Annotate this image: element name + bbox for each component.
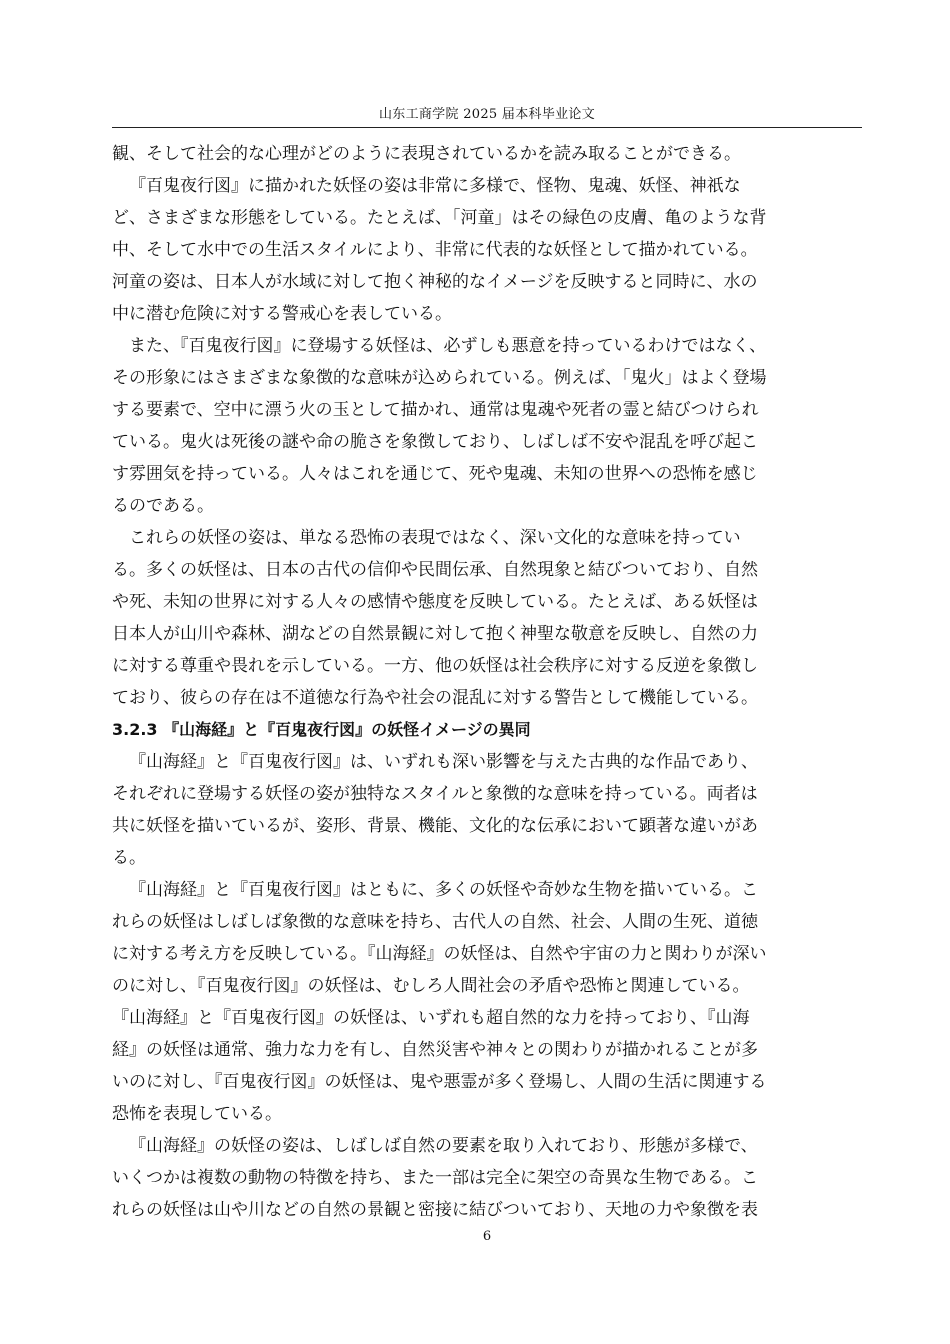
text-line: れらの妖怪は山や川などの自然の景観と密接に結びついており、天地の力や象徴を表 [112,1200,758,1220]
text-line: いのに対し、『百鬼夜行図』の妖怪は、鬼や悪霊が多く登場し、人間の生活に関連する [112,1072,767,1092]
text-line: その形象にはさまざまな象徴的な意味が込められている。例えば、「鬼火」はよく登場 [112,368,767,388]
text-line: す雰囲気を持っている。人々はこれを通じて、死や鬼魂、未知の世界への恐怖を感じ [112,464,758,484]
text-line: 観、そして社会的な心理がどのように表現されているかを読み取ることができる。 [112,144,741,164]
text-line: れらの妖怪はしばしば象徴的な意味を持ち、古代人の自然、社会、人間の生死、道徳 [112,912,758,932]
text-line: これらの妖怪の姿は、単なる恐怖の表現ではなく、深い文化的な意味を持ってい [129,528,741,548]
running-header: 山东工商学院 2025 届本科毕业论文 [378,107,596,122]
text-line: 『山海経』と『百鬼夜行図』の妖怪は、いずれも超自然的な力を持っており、『山海 [112,1008,750,1028]
text-line: 日本人が山川や森林、湖などの自然景観に対して抱く神聖な敬意を反映し、自然の力 [112,624,758,644]
text-line: また、『百鬼夜行図』に登場する妖怪は、必ずしも悪意を持っているわけではなく、 [129,336,767,356]
text-line: るのである。 [112,496,214,516]
text-line: る。多くの妖怪は、日本の古代の信仰や民間伝承、自然現象と結びついており、自然 [112,560,758,580]
text-line: ており、彼らの存在は不道徳な行為や社会の混乱に対する警告として機能している。 [112,688,758,708]
text-line: 経』の妖怪は通常、強力な力を有し、自然災害や神々との関わりが描かれることが多 [112,1040,758,1060]
text-line: 『山海経』と『百鬼夜行図』はともに、多くの妖怪や奇妙な生物を描いている。こ [129,880,758,900]
text-line: 共に妖怪を描いているが、姿形、背景、機能、文化的な伝承において顕著な違いがあ [112,816,758,836]
text-line: する要素で、空中に漂う火の玉として描かれ、通常は鬼魂や死者の霊と結びつけられ [112,400,759,420]
text-line: る。 [112,848,146,868]
section-heading: 3.2.3 『山海経』と『百鬼夜行図』の妖怪イメージの異同 [112,720,531,739]
text-line: それぞれに登場する妖怪の姿が独特なスタイルと象徴的な意味を持っている。両者は [112,784,758,804]
text-line: に対する尊重や畏れを示している。一方、他の妖怪は社会秩序に対する反逆を象徴し [112,656,758,676]
text-line: 『百鬼夜行図』に描かれた妖怪の姿は非常に多様で、怪物、鬼魂、妖怪、神祇な [129,176,741,196]
text-line: のに対し、『百鬼夜行図』の妖怪は、むしろ人間社会の矛盾や恐怖と関連している。 [112,976,750,996]
text-line: ど、さまざまな形態をしている。たとえば、「河童」はその緑色の皮膚、亀のような背 [112,208,767,228]
text-line: 『山海経』の妖怪の姿は、しばしば自然の要素を取り入れており、形態が多様で、 [129,1136,758,1156]
text-line: に対する考え方を反映している。『山海経』の妖怪は、自然や宇宙の力と関わりが深い [112,944,767,964]
text-line: 『山海経』と『百鬼夜行図』は、いずれも深い影響を与えた古典的な作品であり、 [129,752,758,772]
text-line: ている。鬼火は死後の謎や命の脆さを象徴しており、しばしば不安や混乱を呼び起こ [112,432,758,452]
text-line: 中、そして水中での生活スタイルにより、非常に代表的な妖怪として描かれている。 [112,240,758,260]
text-line: 中に潜む危険に対する警戒心を表している。 [112,304,452,324]
body-text [112,138,850,1226]
text-line: 恐怖を表現している。 [112,1104,282,1124]
text-line: や死、未知の世界に対する人々の感情や態度を反映している。たとえば、ある妖怪は [112,592,758,612]
header-divider [112,127,862,128]
text-line: いくつかは複数の動物の特徴を持ち、また一部は完全に架空の奇異な生物である。こ [112,1168,758,1188]
page-number: 6 [482,1229,492,1244]
text-line: 河童の姿は、日本人が水域に対して抱く神秘的なイメージを反映すると同時に、水の [112,272,758,292]
